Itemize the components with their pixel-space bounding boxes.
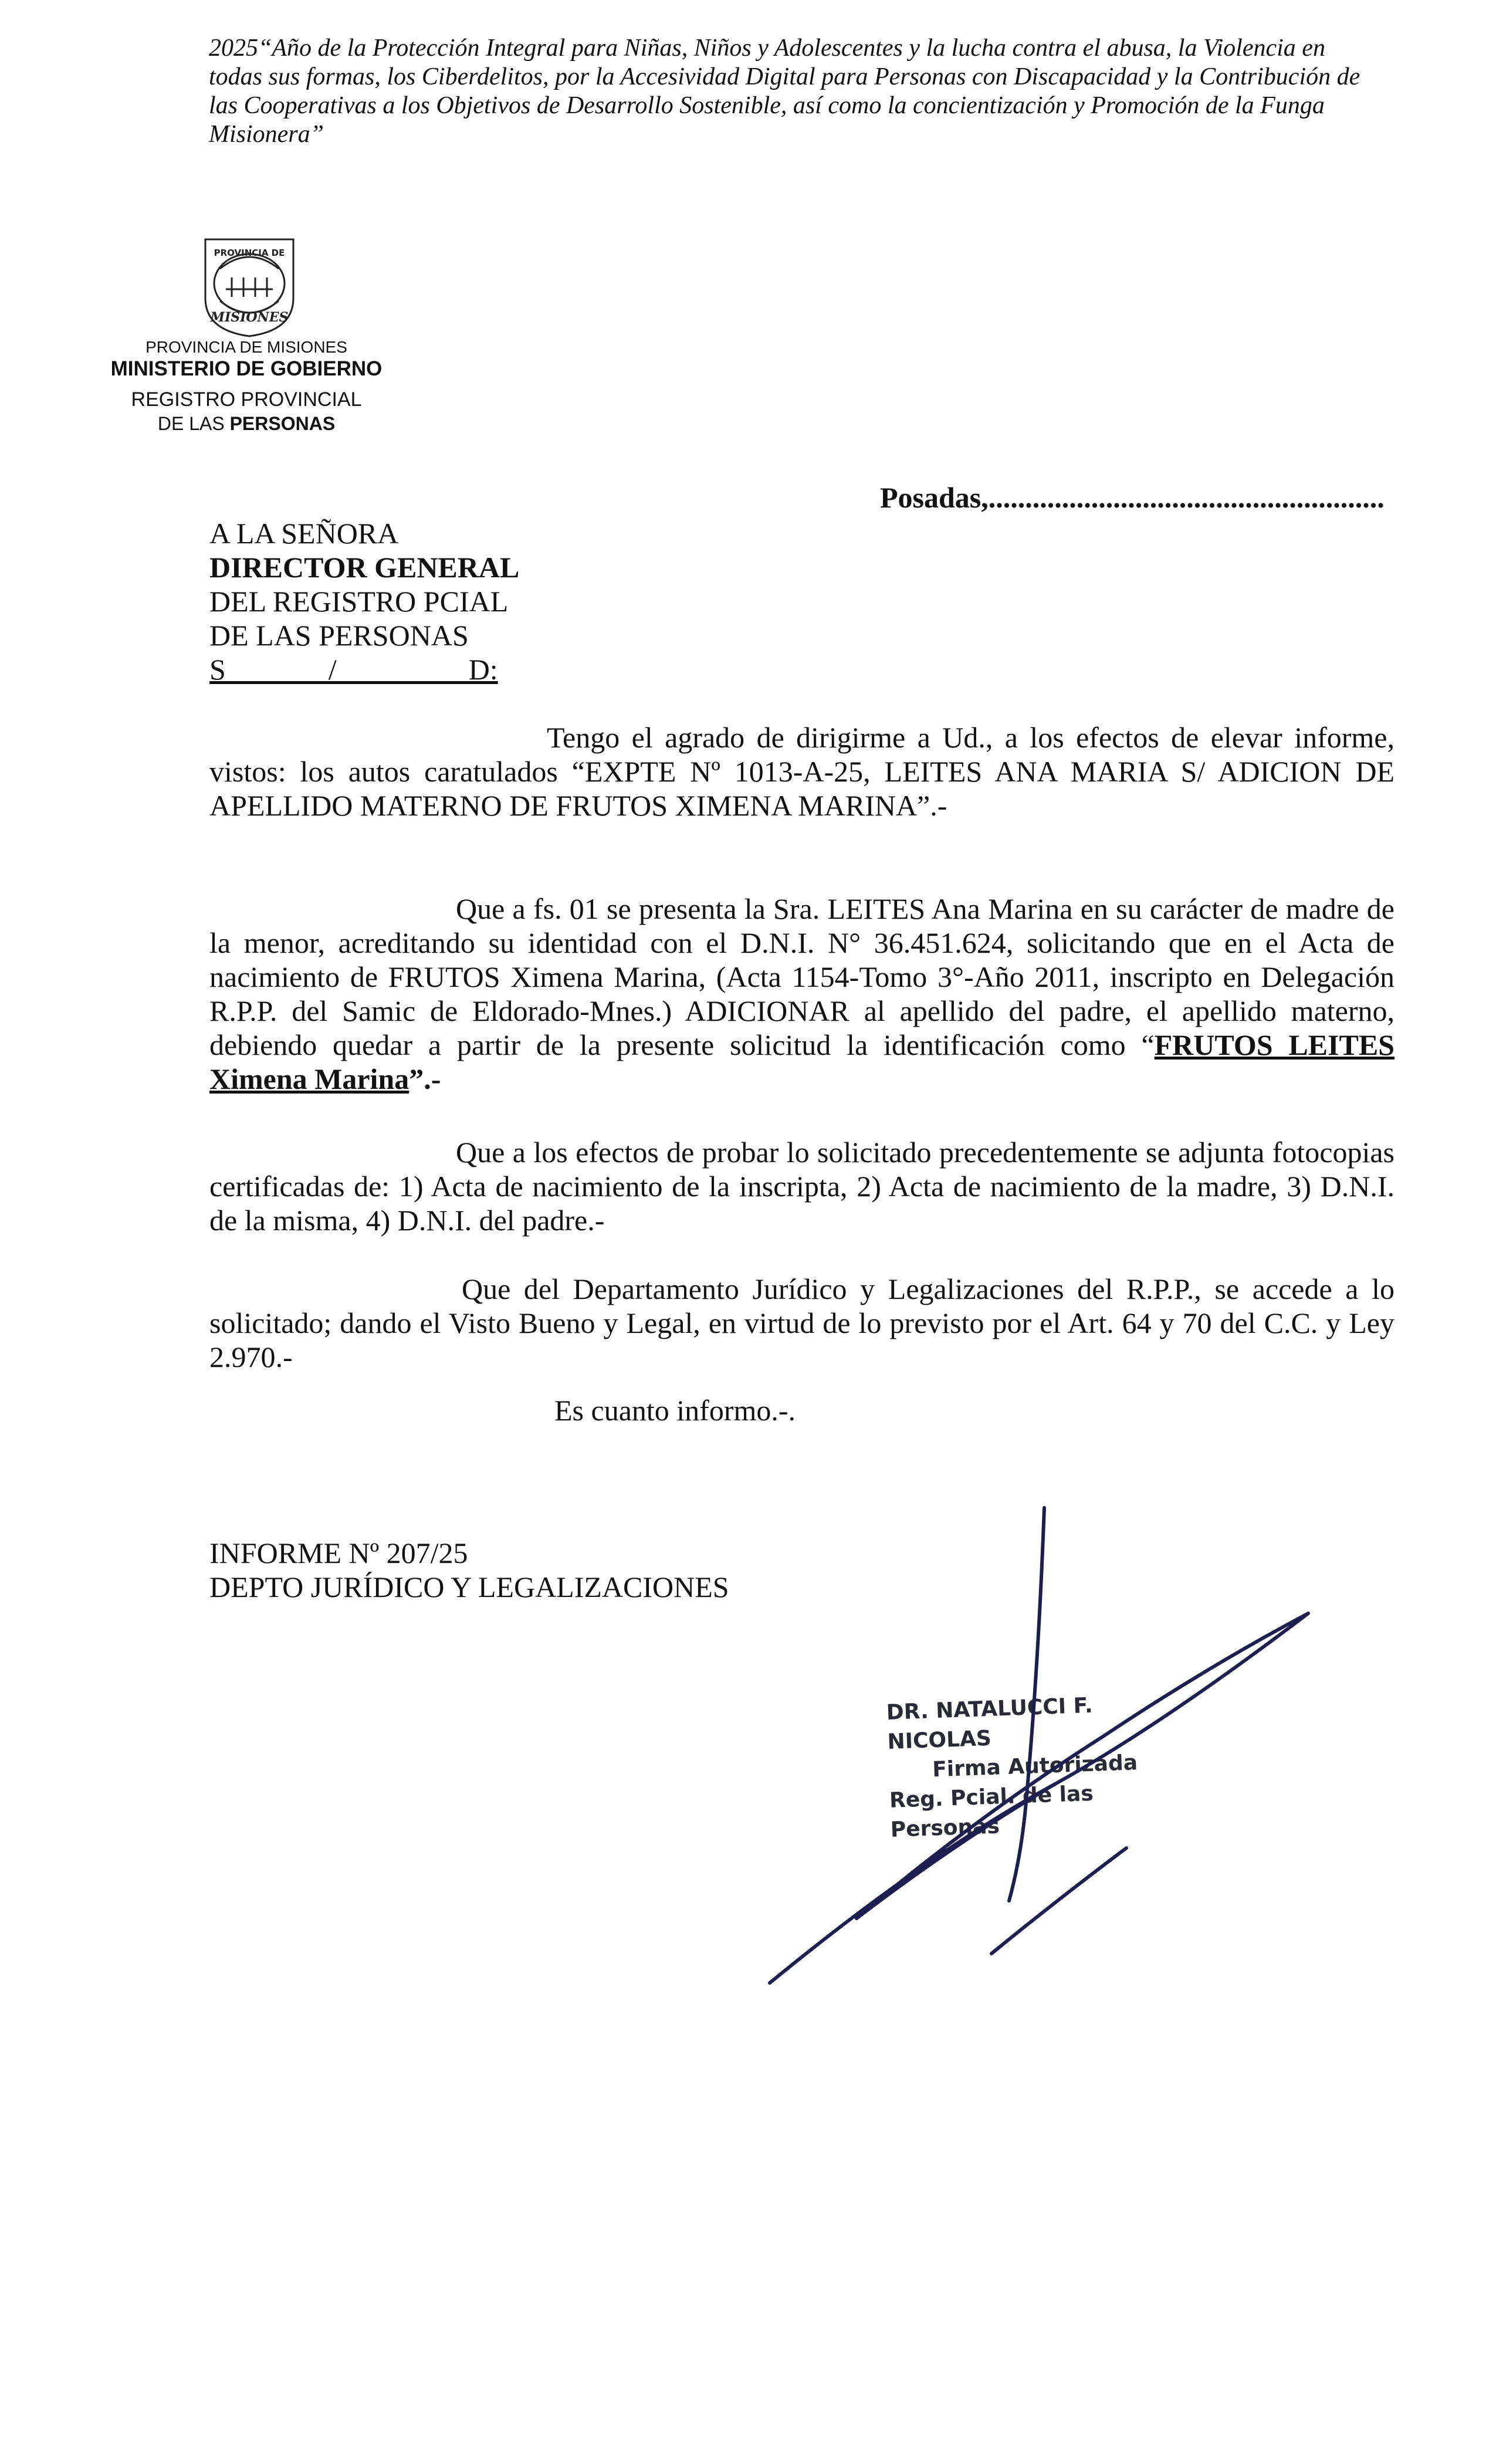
seal-text-top: PROVINCIA DE — [214, 248, 285, 258]
report-department: DEPTO JURÍDICO Y LEGALIZACIONES — [209, 1571, 729, 1603]
recipient-line4: DE LAS PERSONAS — [209, 619, 469, 652]
recipient-line3: DEL REGISTRO PCIAL — [209, 585, 509, 618]
handwritten-signature — [751, 1490, 1338, 1989]
report-number: INFORME Nº 207/25 — [209, 1536, 468, 1569]
header-motto: 2025“Año de la Protección Integral para Niñas, Niños y Adolescentes y la lucha contra el abusa, la Violencia en todas sus formas, los Ciberdelitos, por la Accesividad Digital para Personas con Discapacidad y la Contribución de las Cooperativas a los Objetivos de Desarrollo Sostenible, así como la concientización y Promoción de la Funga Misionera” — [209, 35, 1360, 148]
seal-text-bottom: MISIONES — [210, 310, 289, 325]
place-date: Posadas,...................................................... — [880, 481, 1385, 514]
recipient-block — [209, 516, 520, 686]
stamp-office: Reg. Pcial. de las Personas — [889, 1781, 1094, 1842]
organization-block — [94, 337, 399, 435]
province-name: PROVINCIA DE MISIONES — [145, 338, 347, 356]
report-block — [209, 1536, 729, 1604]
paragraph-3: Que a los efectos de probar lo solicitado precedentemente se adjunta fotocopias certificadas de: 1) Acta de nacimiento de la inscripta, 2) Acta de nacimiento de la madre, 3) D.N.I. de la misma, 4) D.N.I. del padre.- — [209, 1136, 1395, 1237]
registry-name-line1: REGISTRO PROVINCIAL — [131, 388, 362, 411]
paragraph-2: Que a fs. 01 se presenta la Sra. LEITES Ana Marina en su carácter de madre de la menor, acreditando su identidad con el D.N.I. N° 36.451.624, solicitando que en el Acta de nacimiento de FRUTOS Ximena Marina, (Acta 1154-Tomo 3°-Año 2011, inscripto en Delegación R.P.P. del Samic de Eldorado-Mnes.) ADICIONAR al apellido del padre, el apellido materno, debiendo quedar a partir de la presente solicitud la identificación como “FRUTOS LEITES Ximena Marina”.- — [209, 892, 1395, 1095]
ministry-name: MINISTERIO DE GOBIERNO — [110, 357, 383, 380]
recipient-line2: DIRECTOR GENERAL — [209, 551, 520, 584]
paragraph-4: Que del Departamento Jurídico y Legalizaciones del R.P.P., se accede a lo solicitado; dando el Visto Bueno y Legal, en virtud de lo previsto por el Art. 64 y 70 del C.C. y Ley 2.970.- — [209, 1272, 1395, 1373]
stamp-role: Firma Autorizada — [932, 1751, 1138, 1782]
recipient-line1: A LA SEÑORA — [209, 517, 399, 550]
new-name-highlight: FRUTOS LEITES Ximena Marina — [209, 1028, 1395, 1095]
stamp-name: DR. NATALUCCI F. NICOLAS — [886, 1693, 1094, 1754]
recipient-line5: S / D: — [209, 653, 498, 686]
closing-line: Es cuanto informo.-. — [554, 1394, 796, 1427]
provincial-seal-logo — [194, 228, 305, 339]
registry-name-line2: DE LAS PERSONAS — [157, 413, 336, 434]
paragraph-1: Tengo el agrado de dirigirme a Ud., a los efectos de elevar informe, vistos: los autos caratulados “EXPTE Nº 1013-A-25, LEITES ANA MARIA S/ ADICION DE APELLIDO MATERNO DE FRUTOS XIMENA MARINA”.- — [209, 721, 1395, 822]
